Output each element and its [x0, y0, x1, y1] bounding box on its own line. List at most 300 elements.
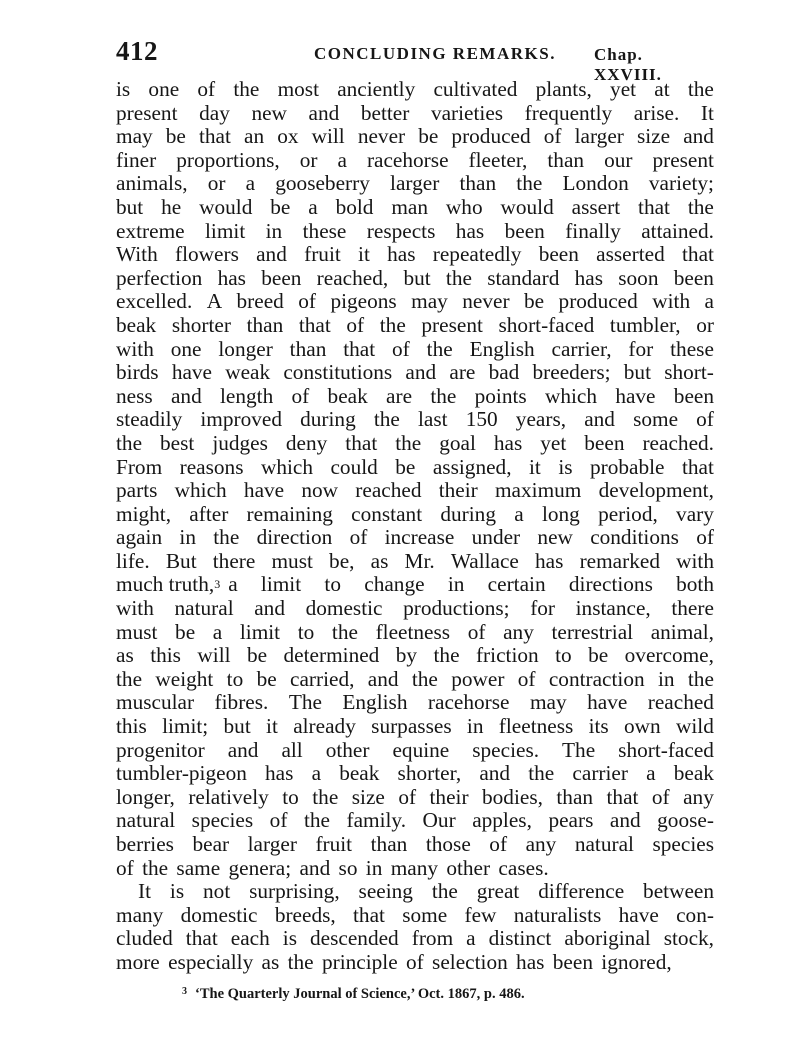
word: ox	[277, 124, 299, 149]
word: and	[367, 666, 399, 691]
word: finally	[565, 218, 621, 243]
word: not	[203, 879, 231, 904]
word: it	[529, 454, 541, 479]
word: pigeons	[330, 289, 397, 314]
text-line	[116, 880, 714, 904]
word: surpasses	[371, 714, 452, 739]
word: and	[254, 596, 285, 621]
word: and	[479, 761, 511, 786]
word: equine	[392, 737, 450, 762]
word: excelled.	[116, 289, 193, 314]
word: naturalists	[513, 902, 602, 927]
word: to	[297, 619, 315, 644]
word: has	[574, 265, 603, 290]
text-line	[116, 267, 714, 291]
word: long	[541, 501, 580, 526]
word: be	[175, 619, 196, 644]
word: in	[447, 572, 465, 597]
word: has	[265, 761, 294, 786]
word: may	[529, 690, 567, 715]
word: carrier	[572, 761, 628, 786]
text-line	[116, 172, 714, 196]
word: that	[681, 454, 714, 479]
word: been	[261, 265, 302, 290]
word: overcome,	[624, 643, 714, 668]
word: constitutions	[283, 360, 393, 385]
word: that	[343, 336, 376, 361]
word: a	[212, 619, 223, 644]
word: the	[430, 383, 457, 408]
word: standard	[487, 265, 560, 290]
word: is	[169, 879, 185, 904]
word: It	[700, 100, 714, 125]
word: proportions,	[176, 147, 280, 172]
word: than	[370, 832, 408, 856]
word: after	[189, 501, 229, 526]
word: cultivated	[433, 77, 518, 101]
word: an	[244, 124, 265, 149]
word: by	[395, 643, 418, 668]
text-line	[116, 621, 714, 645]
word: present	[421, 312, 483, 337]
word: probable	[590, 454, 665, 479]
word: that	[638, 194, 670, 219]
word: been	[584, 430, 625, 455]
word: repeatedly	[432, 242, 522, 267]
word: during	[440, 501, 496, 526]
word: fleeter,	[468, 147, 528, 172]
text-line	[116, 833, 714, 857]
running-head	[112, 36, 712, 84]
word: any	[525, 832, 557, 856]
word: for	[628, 336, 654, 361]
word: beak	[339, 761, 380, 786]
word: has	[455, 218, 485, 243]
word: one	[170, 336, 202, 361]
word: relatively	[188, 784, 269, 809]
word: that	[298, 312, 331, 337]
chapter-label: Chap. XXVIII.	[594, 45, 662, 84]
word: be	[524, 289, 545, 314]
word: species.	[472, 737, 540, 762]
word: remarked	[579, 548, 660, 573]
word: in	[657, 666, 675, 691]
word: animals,	[116, 171, 188, 196]
text-line	[116, 361, 714, 385]
word: each	[230, 926, 270, 951]
word: or	[696, 312, 714, 337]
word: now	[301, 478, 339, 503]
word: but	[116, 194, 144, 219]
word: be	[165, 124, 186, 149]
footnote-marker: 3	[182, 986, 187, 997]
word: of	[392, 336, 410, 361]
word: productions;	[403, 596, 510, 621]
word: during	[300, 407, 356, 432]
word: constant	[351, 501, 423, 526]
word: and	[683, 124, 714, 149]
text-line	[116, 951, 714, 975]
word: could	[330, 454, 378, 479]
word: maximum	[494, 478, 582, 503]
word: certain	[487, 572, 546, 597]
word: he	[161, 194, 182, 219]
word: reached,	[316, 265, 389, 290]
word: of	[517, 666, 536, 691]
line-start	[116, 573, 220, 597]
footnote	[182, 986, 702, 1003]
text-line	[116, 550, 714, 574]
word: of	[467, 619, 486, 644]
word: a	[245, 171, 256, 196]
word: bad	[488, 360, 520, 385]
text-line	[116, 644, 714, 668]
word: frequently	[524, 100, 613, 125]
word: produced	[558, 289, 638, 314]
word: to	[324, 572, 341, 597]
word: than	[289, 336, 327, 361]
word: in	[179, 525, 196, 550]
word: domestic	[305, 596, 383, 621]
word: day	[199, 100, 230, 125]
word: their	[429, 784, 469, 809]
word: many	[116, 902, 164, 927]
word: gooseberry	[275, 171, 370, 196]
word: might,	[116, 501, 172, 526]
word: carried,	[290, 666, 355, 691]
word: a	[228, 572, 238, 597]
word: reasons	[179, 454, 244, 479]
word: have	[587, 690, 628, 715]
word: fibres.	[214, 690, 269, 715]
word: difference	[538, 879, 625, 904]
word: short-faced	[618, 737, 714, 762]
footnote-text: ‘The Quarterly Journal of Science,’ Oct. 1867, p. 486.	[195, 986, 525, 1002]
word: but	[623, 360, 651, 385]
word: there	[212, 548, 256, 573]
word: the	[312, 784, 339, 809]
word: natural	[116, 808, 176, 833]
word: judges	[212, 430, 268, 455]
word: our	[604, 147, 633, 172]
word: soon	[618, 265, 659, 290]
word: never	[357, 124, 406, 149]
text-line	[116, 125, 714, 149]
page-number: 412	[116, 36, 158, 66]
word: family.	[346, 808, 407, 833]
word: have	[615, 383, 656, 408]
word: the	[395, 430, 422, 455]
word: been	[538, 242, 579, 267]
text-line	[116, 408, 714, 432]
running-title: CONCLUDING REMARKS.	[314, 44, 556, 63]
word: the	[116, 430, 143, 455]
word: size	[351, 784, 385, 809]
word: directions	[568, 572, 653, 597]
word: the	[687, 77, 714, 101]
text-line	[116, 220, 714, 244]
word: larger	[390, 171, 440, 196]
word: yet	[540, 430, 567, 455]
word: beak	[673, 761, 714, 786]
word: stock,	[663, 926, 714, 951]
word: respects	[366, 218, 436, 243]
text-line	[116, 857, 714, 881]
word: than	[246, 312, 284, 337]
word: than	[556, 784, 594, 809]
word: to	[226, 666, 244, 691]
word: man	[391, 194, 429, 219]
word: but	[403, 265, 431, 290]
word: most	[277, 77, 319, 101]
word: vary	[676, 501, 714, 526]
word: fruit	[315, 832, 353, 856]
word: limit;	[162, 714, 209, 739]
word: of	[398, 784, 417, 809]
word: natural	[574, 832, 634, 856]
word: the	[213, 525, 240, 550]
text-line	[116, 739, 714, 763]
line-text: more especially as the principle of selection has been ignored,	[116, 949, 672, 974]
word: domestic	[180, 902, 258, 927]
word: be,	[329, 548, 355, 573]
word: change	[364, 572, 425, 597]
word: be	[395, 454, 416, 479]
text-line	[116, 691, 714, 715]
word: longer	[218, 336, 273, 361]
line-segment: much truth,	[116, 572, 215, 597]
word: the	[411, 666, 438, 691]
word: the	[116, 666, 143, 691]
word: con-	[676, 902, 714, 927]
word: with	[652, 289, 691, 314]
word: are	[449, 360, 476, 385]
word: years,	[515, 407, 567, 432]
word: steadily	[116, 407, 183, 432]
word: one	[148, 77, 180, 101]
word: deny	[285, 430, 328, 455]
word: to	[282, 784, 299, 809]
word: have	[243, 478, 285, 503]
word: fruit	[304, 242, 341, 267]
word: there	[671, 596, 714, 621]
word: larger	[247, 832, 297, 856]
word: life.	[116, 548, 150, 573]
word: ness	[116, 383, 153, 408]
word: parts	[116, 478, 158, 503]
word: English	[342, 690, 408, 715]
word: of	[349, 525, 368, 550]
word: with	[676, 548, 714, 573]
word: But	[165, 548, 197, 573]
word: perfection	[116, 265, 203, 290]
text-line	[116, 762, 714, 786]
word: produced	[451, 124, 531, 149]
word: weight	[155, 666, 214, 691]
word: contraction	[548, 666, 645, 691]
word: berries	[116, 832, 174, 856]
word: goose-	[657, 808, 714, 833]
word: direction	[256, 525, 333, 550]
word: their	[438, 478, 478, 503]
word: beak	[327, 383, 368, 408]
word: must	[116, 619, 158, 644]
word: fleetness	[375, 619, 451, 644]
text-line	[116, 668, 714, 692]
word: new	[537, 525, 573, 550]
word: any	[503, 619, 534, 644]
word: be	[270, 194, 291, 219]
word: descended	[310, 926, 399, 951]
word: reached	[355, 478, 422, 503]
word: and	[256, 242, 287, 267]
word: improved	[200, 407, 282, 432]
word: and	[227, 737, 259, 762]
text-line	[116, 904, 714, 928]
text-line	[116, 314, 714, 338]
word: From	[116, 454, 163, 479]
word: wild	[676, 714, 714, 739]
word: the	[687, 194, 714, 219]
word: birds	[116, 360, 159, 385]
word: the	[433, 643, 460, 668]
word: reached	[647, 690, 714, 715]
word: bear	[192, 832, 230, 856]
word: the	[426, 336, 453, 361]
word: again	[116, 525, 163, 550]
word: than	[547, 147, 585, 172]
word: and	[308, 100, 340, 125]
word: of	[543, 124, 562, 149]
text-line	[116, 809, 714, 833]
word: the	[379, 312, 406, 337]
word: instance,	[575, 596, 651, 621]
word: terrestrial	[551, 619, 634, 644]
word: plants,	[535, 77, 592, 101]
word: The	[562, 737, 596, 762]
word: been	[673, 383, 714, 408]
word: its	[588, 714, 609, 739]
word: that	[682, 242, 714, 267]
word: extreme	[116, 218, 185, 243]
word: power	[451, 666, 505, 691]
word: determined	[283, 643, 380, 668]
word: attained.	[641, 218, 714, 243]
line-text: of the same genera; and so in many other cases.	[116, 855, 549, 880]
word: a	[466, 926, 476, 951]
word: the	[528, 761, 555, 786]
word: is	[116, 77, 131, 101]
word: 150	[465, 407, 498, 432]
word: natural	[174, 596, 234, 621]
word: surprising,	[249, 879, 340, 904]
word: and	[170, 383, 202, 408]
word: have	[171, 360, 213, 385]
word: short-faced	[498, 312, 595, 337]
word: weak	[225, 360, 271, 385]
word: cluded	[116, 926, 173, 951]
word: which	[174, 478, 227, 503]
word: been	[504, 218, 545, 243]
word: of	[696, 525, 714, 550]
word: period,	[598, 501, 658, 526]
word: may	[116, 124, 153, 149]
word: is	[558, 454, 573, 479]
word: at	[654, 77, 670, 101]
word: of	[489, 832, 508, 856]
word: the	[687, 666, 714, 691]
word: that	[353, 902, 385, 927]
word: that	[606, 784, 639, 809]
text-line	[116, 479, 714, 503]
word: flowers	[174, 242, 239, 267]
word: The	[288, 690, 322, 715]
word: beak	[116, 312, 157, 337]
word: apples,	[472, 808, 532, 833]
word: has	[535, 548, 564, 573]
word: be	[418, 124, 439, 149]
word: great	[476, 879, 520, 904]
word: of	[651, 784, 670, 809]
word: be	[246, 643, 268, 668]
word: tumbler,	[609, 312, 681, 337]
word: racehorse	[427, 690, 510, 715]
word: from	[411, 926, 454, 951]
word: it	[358, 242, 370, 267]
word: assigned,	[432, 454, 512, 479]
word: to	[555, 643, 572, 668]
word: species	[191, 808, 254, 833]
word: Our	[422, 808, 456, 833]
word: that	[198, 124, 231, 149]
text-line	[116, 597, 714, 621]
word: and	[609, 808, 641, 833]
word: with	[116, 596, 154, 621]
word: any	[683, 784, 714, 809]
word: With	[116, 242, 158, 267]
word: distinct	[488, 926, 552, 951]
word: of	[197, 77, 216, 101]
word: Wallace	[450, 548, 519, 573]
text-line	[116, 715, 714, 739]
word: which	[260, 454, 314, 479]
word: may	[411, 289, 448, 314]
text-line	[116, 786, 714, 810]
word: has	[387, 242, 416, 267]
word: for	[530, 596, 556, 621]
word: the	[516, 171, 543, 196]
word: of	[269, 808, 288, 833]
word: and	[584, 407, 615, 432]
word: would	[500, 194, 554, 219]
word: reached.	[642, 430, 714, 455]
word: muscular	[116, 690, 195, 715]
word: own	[624, 714, 661, 739]
word: a	[646, 761, 656, 786]
word: breeds,	[274, 902, 336, 927]
word: which	[544, 383, 598, 408]
word: a	[308, 194, 318, 219]
word: would	[199, 194, 253, 219]
word: points	[474, 383, 527, 408]
word: English	[469, 336, 535, 361]
word: carrier,	[551, 336, 612, 361]
word: variety;	[648, 171, 714, 196]
word: present	[652, 147, 714, 172]
word: other	[325, 737, 370, 762]
text-line	[116, 78, 714, 102]
word: limit	[239, 619, 281, 644]
